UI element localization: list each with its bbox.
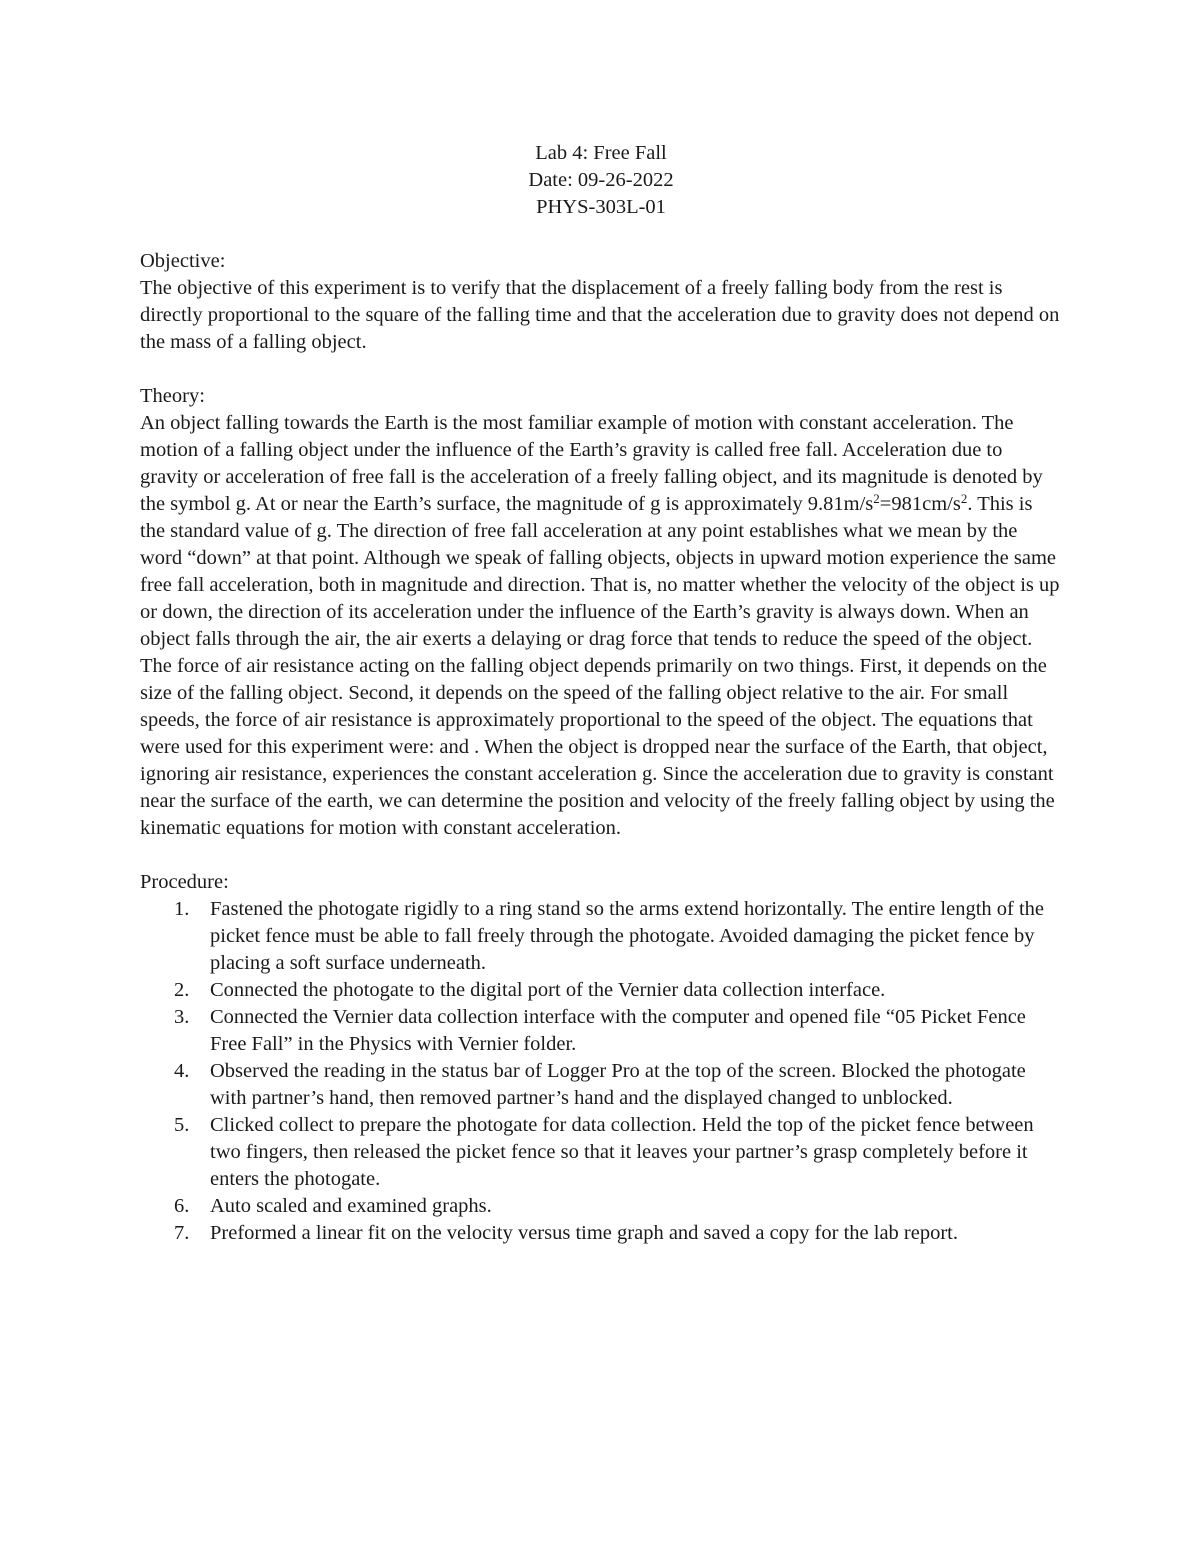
document-page	[140, 140, 1062, 1274]
procedure-step	[174, 1058, 1062, 1112]
lab-date: Date: 09-26-2022	[528, 169, 674, 191]
procedure-step	[174, 1220, 1062, 1247]
theory-text	[140, 410, 1062, 842]
step-text: Clicked collect to prepare the photogate for data collection. Held the top of the picket fence between two fingers, then released the picket fence so that it leaves your partner’s grasp completely before it enters the photogate.	[210, 1114, 1034, 1190]
course-code: PHYS-303L-01	[536, 196, 666, 218]
step-text: Connected the Vernier data collection interface with the computer and opened file “05 Picket Fence Free Fall” in the Physics with Vernier folder.	[210, 1006, 1026, 1055]
procedure-step	[174, 977, 1062, 1004]
step-text: Preformed a linear fit on the velocity versus time graph and saved a copy for the lab report.	[210, 1222, 958, 1244]
theory-heading: Theory:	[140, 385, 205, 407]
procedure-heading: Procedure:	[140, 871, 229, 893]
step-number: 4.	[174, 1060, 190, 1082]
theory-section	[140, 383, 1062, 842]
theory-text-part1: An object falling towards the Earth is the most familiar example of motion with constant acceleration. The motion of a falling object under the influence of the Earth’s gravity is called free fall. Acceleration due to gravity or acceleration of free fall is the acceleration of a freely falling object, and its magnitude is denoted by the symbol g. At or near the Earth’s surface, the magnitude of g is approximately 9.81m/s	[140, 412, 1043, 515]
objective-heading: Objective:	[140, 250, 226, 272]
step-number: 1.	[174, 898, 190, 920]
step-text: Auto scaled and examined graphs.	[210, 1195, 492, 1217]
step-text: Fastened the photogate rigidly to a ring stand so the arms extend horizontally. The entire length of the picket fence must be able to fall freely through the photogate. Avoided damaging the picket fence by placing a soft surface underneath.	[210, 898, 1045, 974]
lab-title: Lab 4: Free Fall	[535, 142, 667, 164]
theory-text-part3: . This is the standard value of g. The direction of free fall acceleration at any point establishes what we mean by the word “down” at that point. Although we speak of falling objects, objects in upward motion experience the same free fall acceleration, both in magnitude and direction. That is, no matter whether the velocity of the object is up or down, the direction of its acceleration under the influence of the Earth’s gravity is always down. When an object falls through the air, the air exerts a delaying or drag force that tends to reduce the speed of the object. The force of air resistance acting on the falling object depends primarily on two things. First, it depends on the size of the falling object. Second, it depends on the speed of the falling object relative to the air. For small speeds, the force of air resistance is approximately proportional to the speed of the object. The equations that were used for this experiment were: and . When the object is dropped near the surface of the Earth, that object, ignoring air resistance, experiences the constant acceleration g. Since the acceleration due to gravity is constant near the surface of the earth, we can determine the position and velocity of the freely falling object by using the kinematic equations for motion with constant acceleration.	[140, 493, 1060, 839]
objective-section	[140, 248, 1062, 356]
step-number: 3.	[174, 1006, 190, 1028]
procedure-section	[140, 869, 1062, 1247]
procedure-list	[140, 896, 1062, 1247]
objective-text: The objective of this experiment is to verify that the displacement of a freely falling body from the rest is directly proportional to the square of the falling time and that the acceleration due to gravity does not depend on the mass of a falling object.	[140, 277, 1060, 353]
superscript-2: 2	[873, 491, 880, 506]
procedure-step	[174, 1193, 1062, 1220]
step-text: Observed the reading in the status bar of Logger Pro at the top of the screen. Blocked the photogate with partner’s hand, then removed partner’s hand and the displayed changed to unblocked.	[210, 1060, 1026, 1109]
procedure-step	[174, 1004, 1062, 1058]
step-number: 6.	[174, 1195, 190, 1217]
step-number: 7.	[174, 1222, 190, 1244]
step-number: 2.	[174, 979, 190, 1001]
procedure-step	[174, 1112, 1062, 1193]
step-text: Connected the photogate to the digital port of the Vernier data collection interface.	[210, 979, 886, 1001]
superscript-2: 2	[960, 491, 968, 506]
document-header	[140, 140, 1062, 221]
theory-text-part2: =981cm/s	[879, 493, 961, 515]
procedure-step	[174, 896, 1062, 977]
step-number: 5.	[174, 1114, 190, 1136]
